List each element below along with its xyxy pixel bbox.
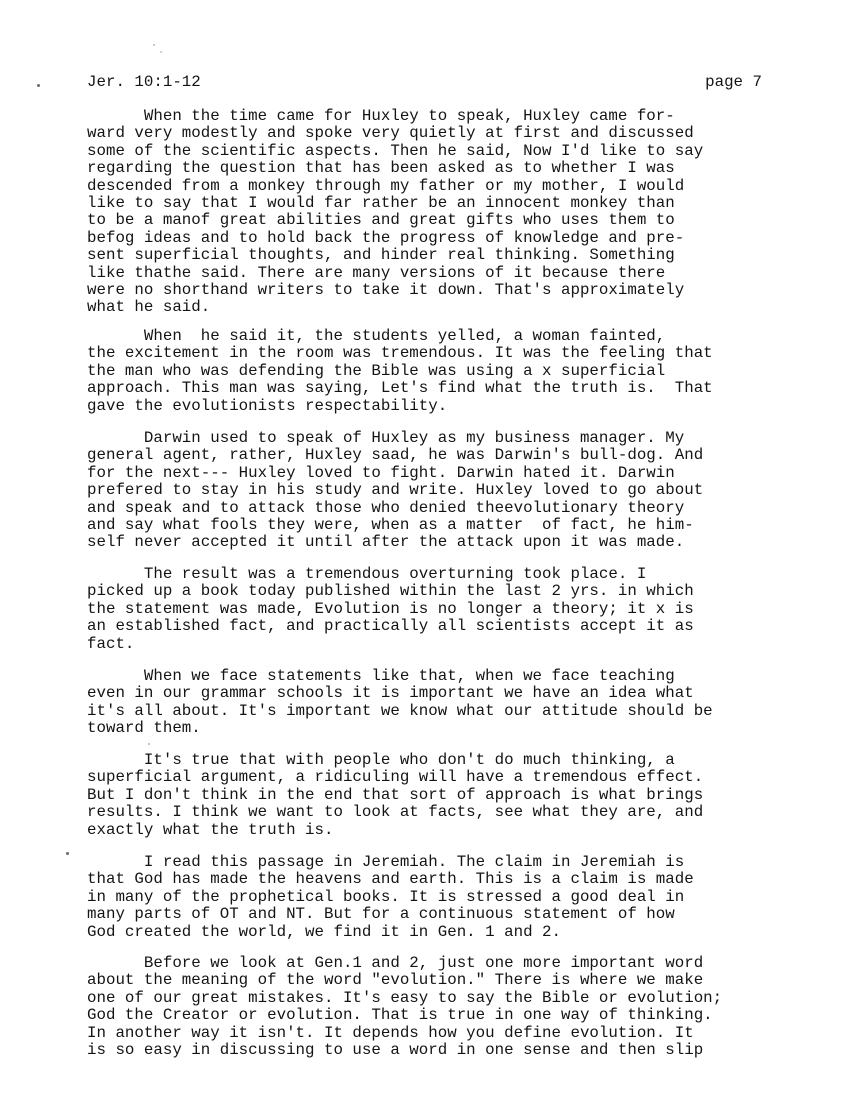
text-line: in many of the prophetical books. It is stressed a good deal in <box>87 887 685 906</box>
text-line: were no shorthand writers to take it down. That's approximately <box>87 280 685 299</box>
text-line: toward them. <box>87 719 201 738</box>
text-line: self never accepted it until after the attack upon it was made. <box>87 533 685 552</box>
page-header <box>87 74 762 94</box>
text-line: like to say that I would far rather be an innocent monkey than <box>87 193 675 212</box>
text-line: to be a manof great abilities and great gifts who uses them to <box>87 211 675 230</box>
text-line: befog ideas and to hold back the progress of knowledge and pre- <box>87 228 685 247</box>
text-line: God created the world, we find it in Gen. 1 and 2. <box>87 922 561 941</box>
text-line: regarding the question that has been asked as to whether I was <box>87 159 675 178</box>
text-line: many parts of OT and NT. But for a continuous statement of how <box>87 905 675 924</box>
text-line: and say what fools they were, when as a matter of fact, he him- <box>87 515 694 534</box>
scan-speck <box>160 51 162 53</box>
text-line: descended from a monkey through my father or my mother, I would <box>87 176 685 195</box>
text-line: I read this passage in Jeremiah. The claim in Jeremiah is <box>87 853 685 871</box>
text-line: God the Creator or evolution. That is true in one way of thinking. <box>87 1006 713 1025</box>
text-line: general agent, rather, Huxley saad, he was Darwin's bull-dog. And <box>87 446 704 465</box>
text-line: results. I think we want to look at facts, see what they are, and <box>87 803 704 822</box>
text-line: gave the evolutionists respectability. <box>87 396 448 415</box>
paragraph <box>87 752 777 839</box>
text-line: fact. <box>87 634 135 653</box>
text-line: The result was a tremendous overturning took place. I <box>87 565 647 583</box>
scan-speck <box>148 743 150 745</box>
text-line: about the meaning of the word "evolution." There is where we make <box>87 971 704 990</box>
text-line: But I don't think in the end that sort of approach is what brings <box>87 785 704 804</box>
text-line: It's true that with people who don't do much thinking, a <box>87 751 675 769</box>
text-line: ward very modestly and spoke very quietly at first and discussed <box>87 124 694 143</box>
text-line: exactly what the truth is. <box>87 820 334 839</box>
text-line: prefered to stay in his study and write. Huxley loved to go about <box>87 481 704 500</box>
text-line: even in our grammar schools it is important we have an idea what <box>87 684 694 703</box>
text-line: the man who was defending the Bible was using a x superficial <box>87 361 666 380</box>
paragraph <box>87 108 777 317</box>
text-line: is so easy in discussing to use a word in one sense and then slip <box>87 1040 704 1059</box>
text-line: When he said it, the students yelled, a woman fainted, <box>87 327 666 345</box>
text-line: When the time came for Huxley to speak, Huxley came for- <box>87 107 675 125</box>
text-line: an established fact, and practically all scientists accept it as <box>87 617 694 636</box>
text-line: like thathe said. There are many versions of it because there <box>87 263 666 282</box>
text-line: Before we look at Gen.1 and 2, just one more important word <box>87 954 704 972</box>
text-line: Darwin used to speak of Huxley as my business manager. My <box>87 429 685 447</box>
scripture-reference: Jer. 10:1-12 <box>87 73 201 91</box>
text-line: When we face statements like that, when we face teaching <box>87 667 675 685</box>
text-line: picked up a book today published within the last 2 yrs. in which <box>87 582 694 601</box>
paragraph <box>87 566 777 653</box>
scan-speck <box>66 852 69 855</box>
paragraph <box>87 955 777 1059</box>
page-number: page 7 <box>705 73 762 91</box>
text-line: the excitement in the room was tremendous. It was the feeling that <box>87 344 713 363</box>
paragraph <box>87 854 777 941</box>
text-line: it's all about. It's important we know what our attitude should be <box>87 701 713 720</box>
paragraph <box>87 668 777 738</box>
text-line: one of our great mistakes. It's easy to say the Bible or evolution; <box>87 988 723 1007</box>
text-line: what he said. <box>87 298 211 317</box>
paragraph <box>87 430 777 552</box>
scan-speck <box>153 44 155 46</box>
scan-speck <box>37 84 40 87</box>
text-line: the statement was made, Evolution is no longer a theory; it x is <box>87 599 694 618</box>
text-line: and speak and to attack those who denied theevolutionary theory <box>87 498 685 517</box>
text-line: In another way it isn't. It depends how you define evolution. It <box>87 1023 694 1042</box>
text-line: for the next--- Huxley loved to fight. Darwin hated it. Darwin <box>87 463 675 482</box>
text-line: some of the scientific aspects. Then he said, Now I'd like to say <box>87 141 704 160</box>
text-line: superficial argument, a ridiculing will have a tremendous effect. <box>87 768 704 787</box>
text-line: approach. This man was saying, Let's find what the truth is. That <box>87 379 713 398</box>
paragraph <box>87 328 777 415</box>
text-line: sent superficial thoughts, and hinder real thinking. Something <box>87 246 675 265</box>
text-line: that God has made the heavens and earth. This is a claim is made <box>87 870 694 889</box>
